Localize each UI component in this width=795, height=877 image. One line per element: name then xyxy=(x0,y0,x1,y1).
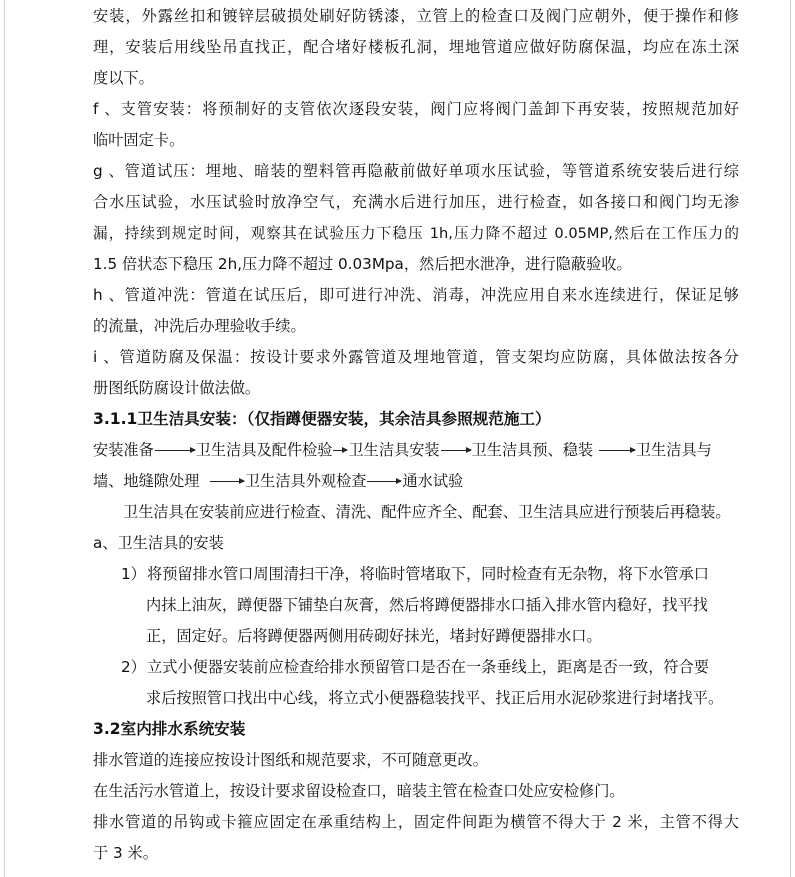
drain-paragraph: 在生活污水管道上，按设计要求留设检查口，暗装主管在检查口处应安检修门。 xyxy=(93,782,625,800)
flow-step: 卫生洁具与 xyxy=(635,441,712,459)
flow-step: 卫生洁具及配件检验 xyxy=(195,441,333,459)
paragraph-line: 度以下。 xyxy=(93,69,154,87)
subheading-a: a、卫生洁具的安装 xyxy=(93,534,224,552)
flow-step: 卫生洁具安装 xyxy=(348,441,440,459)
paragraph-h-line: h 、管道冲洗：管道在试压后，即可进行冲洗、消毒，冲洗应用自来水连续进行，保证足够 xyxy=(93,286,739,304)
flow-arrow-icon xyxy=(155,450,195,451)
paragraph-i-line: i 、管道防腐及保温：按设计要求外露管道及埋地管道，管支架均应防腐，具体做法按各分 xyxy=(93,348,739,366)
list-number: 1） xyxy=(121,565,146,583)
paragraph-g-line: 合水压试验，水压试验时放净空气，充满水后进行加压，进行检查，如各接口和阀门均无渗 xyxy=(93,193,739,211)
list-item-text: 立式小便器安装前应检查给排水预留管口是否在一条垂线上，距离是否一致，符合要 xyxy=(147,658,709,676)
flow-step: 卫生洁具外观检查 xyxy=(244,472,367,490)
section-heading-3-1-1: 3.1.1卫生洁具安装：（仅指蹲便器安装，其余洁具参照规范施工） xyxy=(93,410,551,428)
flow-arrow-icon xyxy=(367,481,401,482)
list-item-line: 求后按照管口找出中心线，将立式小便器稳装找平、找正后用水泥砂浆进行封堵找平。 xyxy=(146,689,724,707)
list-item-text: 将预留排水管口周围清扫干净，将临时管堵取下，同时检查有无杂物，将下水管承口 xyxy=(147,565,709,583)
list-item-1 xyxy=(121,559,709,590)
flow-arrow-icon xyxy=(210,481,244,482)
drain-paragraph: 排水管道的连接应按设计图纸和规范要求，不可随意更改。 xyxy=(93,751,488,769)
intro-paragraph: 卫生洁具在安装前应进行检查、清洗、配件应齐全、配套、卫生洁具应进行预装后再稳装。 xyxy=(123,503,731,521)
drain-paragraph: 于 3 米。 xyxy=(93,844,158,862)
paragraph-g-line: 1.5 倍状态下稳压 2h,压力降不超过 0.03Mpa，然后把水泄净，进行隐蔽验收。 xyxy=(93,255,632,273)
flow-arrow-icon xyxy=(333,450,347,451)
paragraph-i-line: 册图纸防腐设计做法做。 xyxy=(93,379,261,397)
paragraph-f-line: f 、支管安装：将预制好的支管依次逐段安装，阀门应将阀门盖卸下再安装，按照规范加好 xyxy=(93,100,739,118)
section-heading-3-2: 3.2室内排水系统安装 xyxy=(93,720,246,738)
paragraph-line: 安装，外露丝扣和镀锌层破损处刷好防锈漆，立管上的检查口及阀门应朝外，便于操作和修 xyxy=(93,7,739,25)
flow-arrow-icon xyxy=(599,450,635,451)
flow-step: 安装准备 xyxy=(93,441,154,459)
paragraph-f-line: 临叶固定卡。 xyxy=(93,131,185,149)
page-right-border xyxy=(790,0,791,877)
drain-paragraph: 排水管道的吊钩或卡箍应固定在承重结构上，固定件间距为横管不得大于 2 米，主管不得大 xyxy=(93,813,739,831)
flow-step: 墙、地缝隙处理 xyxy=(93,472,200,490)
paragraph-h-line: 的流量，冲洗后办理验收手续。 xyxy=(93,317,306,335)
list-number: 2） xyxy=(121,658,146,676)
process-flow-line-1 xyxy=(93,435,712,466)
process-flow-line-2 xyxy=(93,466,463,497)
paragraph-g-line: g 、管道试压：埋地、暗装的塑料管再隐蔽前做好单项水压试验，等管道系统安装后进行综 xyxy=(93,162,739,180)
paragraph-g-line: 漏，持续到规定时间，观察其在试验压力下稳压 1h,压力降不超过 0.05MP,然后在工作压力的 xyxy=(93,225,739,242)
page-left-border xyxy=(4,0,5,877)
flow-step: 通水试验 xyxy=(402,472,464,490)
paragraph-line: 理，安装后用线坠吊直找正，配合堵好楼板孔洞，埋地管道应做好防腐保温，均应在冻土深 xyxy=(93,38,739,56)
list-item-line: 正，固定好。后将蹲便器两侧用砖砌好抹光，堵封好蹲便器排水口。 xyxy=(146,627,602,645)
flow-arrow-icon xyxy=(441,450,471,451)
list-item-2 xyxy=(121,652,709,683)
list-item-line: 内抹上油灰，蹲便器下铺垫白灰膏，然后将蹲便器排水口插入排水管内稳好，找平找 xyxy=(146,596,708,614)
flow-step: 卫生洁具预、稳装 xyxy=(471,441,594,459)
